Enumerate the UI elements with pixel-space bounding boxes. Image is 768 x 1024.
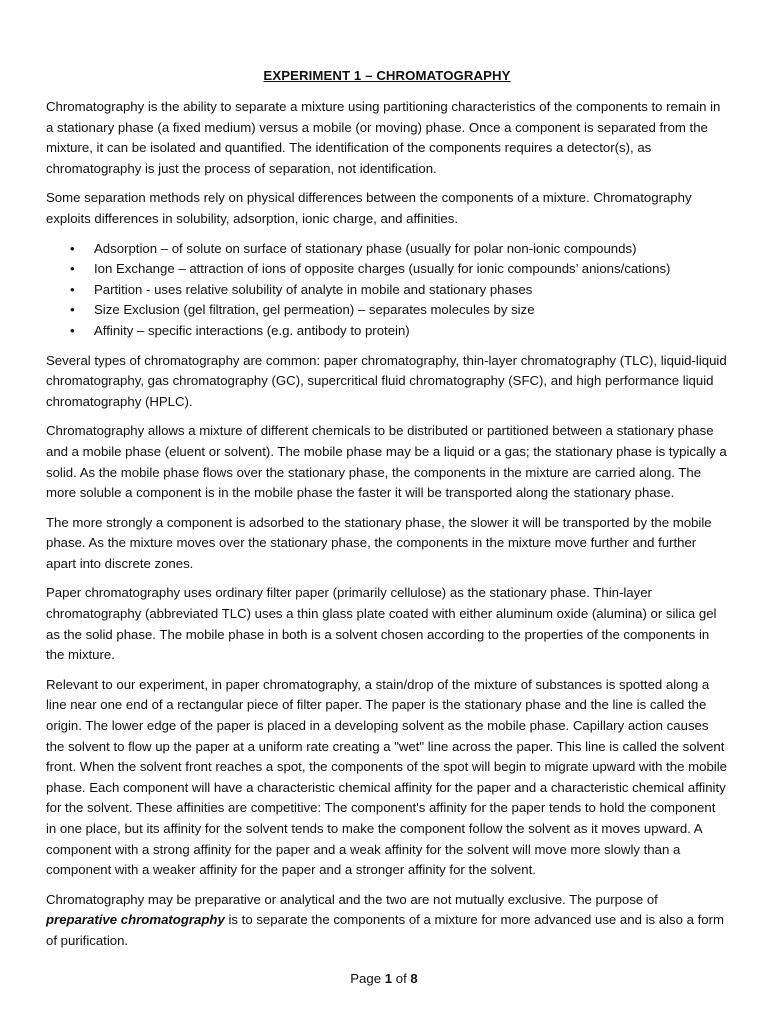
paragraph-preparative: Chromatography may be preparative or analytical and the two are not mutually exclusive. The purpose of preparative chromatography is to separate the components of a mixture for more advanced use and is also a form of purification. <box>46 891 725 948</box>
current-page-number: 1 <box>384 971 393 986</box>
of-word: of <box>395 971 407 986</box>
list-item: • Adsorption – of solute on surface of stationary phase (usually for polar non-ionic compounds) <box>94 239 728 260</box>
bullet-icon: • <box>70 302 75 318</box>
separation-methods-list <box>46 239 728 342</box>
paragraph-phases: Chromatography allows a mixture of different chemicals to be distributed or partitioned between a stationary phase and a mobile phase (eluent or solvent). The mobile phase may be a liquid or a gas; the stationary phase is typically a solid. As the mobile phase flows over the stationary phase, the components in the mixture are carried along. The more soluble a component is in the mobile phase the faster it will be transported along the stationary phase. <box>46 423 727 501</box>
emphasis-text: preparative chromatography <box>46 912 225 928</box>
paragraph-types: Several types of chromatography are common: paper chromatography, thin-layer chromatography (TLC), liquid-liquid chromatography, gas chromatography (GC), supercritical fluid chromatography (SFC), and high performance liquid chromatography (HPLC). <box>46 352 727 409</box>
list-item: • Affinity – specific interactions (e.g. antibody to protein) <box>94 321 728 342</box>
total-page-count: 8 <box>410 971 418 986</box>
paragraph-separation-methods: Some separation methods rely on physical differences between the components of a mixture. Chromatography exploits differences in solubility, adsorption, ionic charge, and affinities. <box>46 190 692 226</box>
paragraph-experiment: Relevant to our experiment, in paper chromatography, a stain/drop of the mixture of substances is spotted along a line near one end of a rectangular piece of filter paper. The paper is the stationary phase and the line is called the origin. The lower edge of the paper is placed in a developing solvent as the mobile phase. Capillary action causes the solvent to flow up the paper at a uniform rate creating a "wet" line across the paper. This line is called the solvent front. When the solvent front reaches a spot, the components of the spot will begin to migrate upward with the mobile phase. Each component will have a characteristic chemical affinity for the paper and a characteristic chemical affinity for the solvent. These affinities are competitive: The component's affinity for the paper tends to hold the component in one place, but its affinity for the solvent tends to make the component follow the solvent as it moves upward. A component with a strong affinity for the paper and a weak affinity for the solvent will move more slowly than a component with a weaker affinity for the paper and a stronger affinity for the solvent. <box>46 676 727 878</box>
bullet-icon: • <box>70 322 75 338</box>
list-item: • Size Exclusion (gel filtration, gel permeation) – separates molecules by size <box>94 300 728 321</box>
bullet-icon: • <box>70 240 75 256</box>
list-item: • Partition - uses relative solubility of analyte in mobile and stationary phases <box>94 280 728 301</box>
bullet-icon: • <box>70 261 75 277</box>
paragraph-adsorption: The more strongly a component is adsorbed to the stationary phase, the slower it will be transported by the mobile phase. As the mixture moves over the stationary phase, the components in the mixture move further and further apart into discrete zones. <box>46 514 712 571</box>
page-word: Page <box>350 971 382 986</box>
paragraph-paper-tlc: Paper chromatography uses ordinary filter paper (primarily cellulose) as the stationary phase. Thin-layer chromatography (abbreviated TLC) uses a thin glass plate coated with either aluminum oxide (alumina) or silica gel as the solid phase. The mobile phase in both is a solvent chosen according to the properties of the components in the mixture. <box>46 585 717 663</box>
page-footer <box>0 971 768 986</box>
paragraph-intro: Chromatography is the ability to separate a mixture using partitioning characteristics of the components to remain in a stationary phase (a fixed medium) versus a mobile (or moving) phase. Once a component is separated from the mixture, it can be isolated and quantified. The identification of the components requires a detector(s), as chromatography is just the process of separation, not identification. <box>46 99 721 176</box>
list-item: • Ion Exchange – attraction of ions of opposite charges (usually for ionic compounds’ anions/cations) <box>94 259 728 280</box>
bullet-icon: • <box>70 281 75 297</box>
document-title: EXPERIMENT 1 – CHROMATOGRAPHY <box>263 68 511 83</box>
